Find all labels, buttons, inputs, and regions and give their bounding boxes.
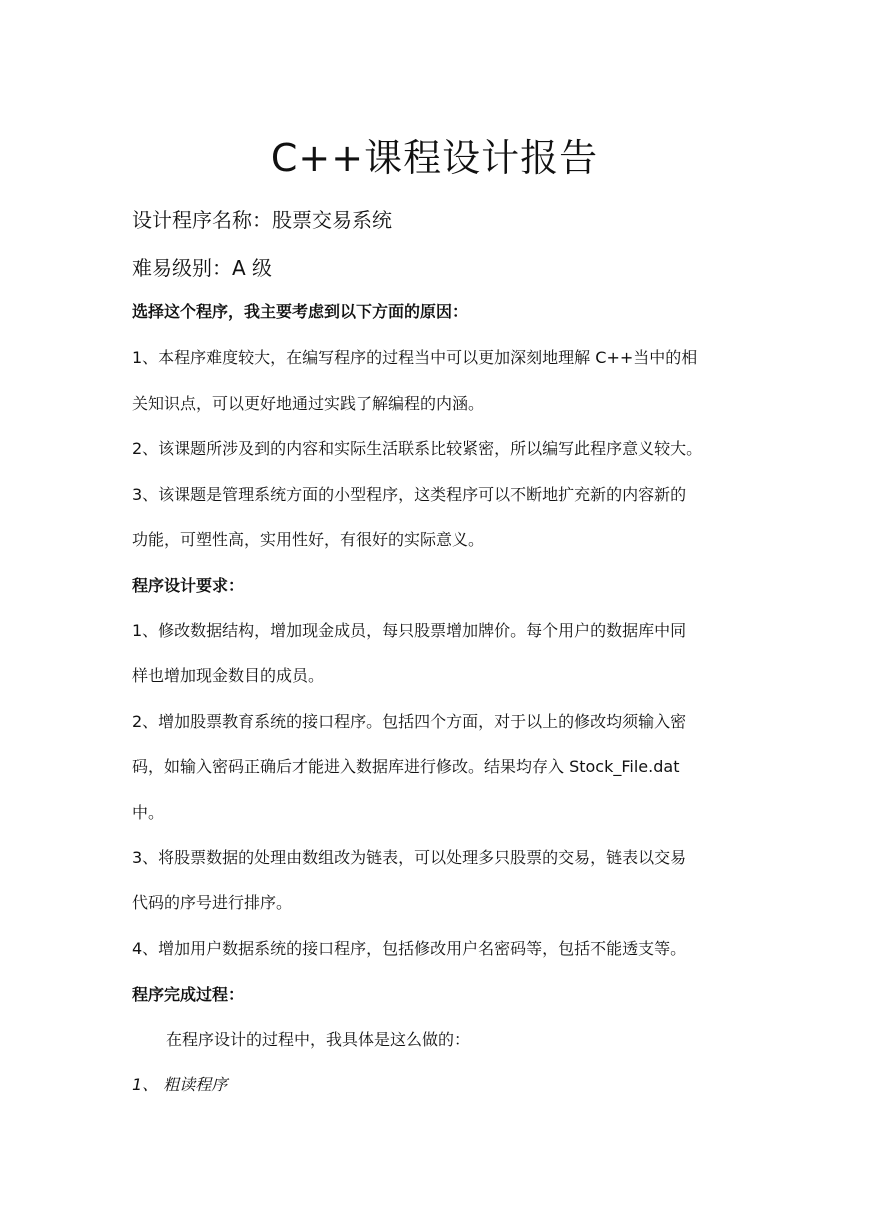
requirement-3-line-1: 3、将股票数据的处理由数组改为链表，可以处理多只股票的交易，链表以交易 xyxy=(132,848,687,867)
reason-3-line-1: 3、该课题是管理系统方面的小型程序，这类程序可以不断地扩充新的内容新的 xyxy=(132,485,687,504)
process-step-1: 1、 粗读程序 xyxy=(132,1075,228,1094)
requirement-2-line-1: 2、增加股票教育系统的接口程序。包括四个方面，对于以上的修改均须输入密 xyxy=(132,712,687,731)
reason-2-line-1: 2、该课题所涉及到的内容和实际生活联系比较紧密，所以编写此程序意义较大。 xyxy=(132,439,703,458)
program-name-line: 设计程序名称：股票交易系统 xyxy=(132,208,392,232)
requirement-1-line-1: 1、修改数据结构，增加现金成员，每只股票增加牌价。每个用户的数据库中同 xyxy=(132,621,687,640)
reason-3-line-2: 功能，可塑性高，实用性好，有很好的实际意义。 xyxy=(132,530,485,549)
reasons-heading: 选择这个程序，我主要考虑到以下方面的原因： xyxy=(132,302,469,321)
requirements-heading: 程序设计要求： xyxy=(132,576,245,595)
requirement-1-line-2: 样也增加现金数目的成员。 xyxy=(132,666,325,685)
difficulty-line: 难易级别：A 级 xyxy=(132,256,273,280)
requirement-4-line-1: 4、增加用户数据系统的接口程序，包括修改用户名密码等，包括不能透支等。 xyxy=(132,939,687,958)
reason-1-line-1: 1、本程序难度较大，在编写程序的过程当中可以更加深刻地理解 C++当中的相 xyxy=(132,348,698,367)
process-intro: 在程序设计的过程中，我具体是这么做的： xyxy=(166,1030,471,1049)
requirement-2-line-2: 码，如输入密码正确后才能进入数据库进行修改。结果均存入 Stock_File.dat xyxy=(132,757,680,776)
requirement-3-line-2: 代码的序号进行排序。 xyxy=(132,893,293,912)
process-heading: 程序完成过程： xyxy=(132,985,245,1004)
reason-1-line-2: 关知识点，可以更好地通过实践了解编程的内涵。 xyxy=(132,394,485,413)
requirement-2-line-3: 中。 xyxy=(132,803,165,822)
report-title: C++课程设计报告 xyxy=(270,136,599,180)
